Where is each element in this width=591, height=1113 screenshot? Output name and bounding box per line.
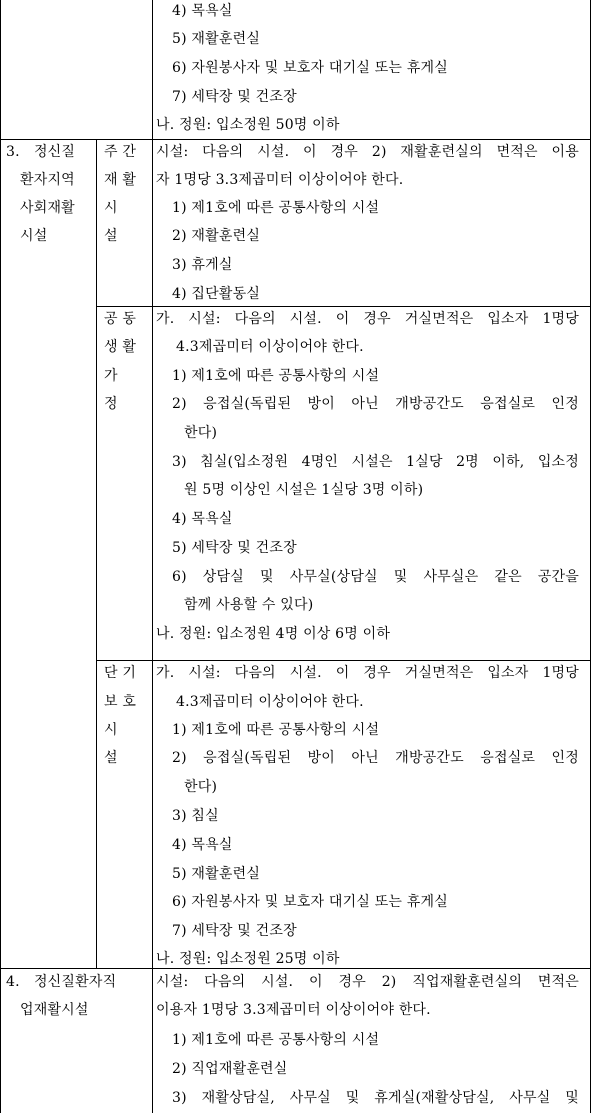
content-line: 나. 정원: 입소정원 25명 이하	[156, 951, 340, 967]
content-line: 2) 응접실(독립된 방이 아닌 개방공간도 응접실로 인정	[172, 750, 579, 766]
content-line: 자 1명당 3.3제곱미터 이상이어야 한다.	[156, 172, 404, 188]
row-divider-section3	[0, 139, 591, 140]
content-line: 나. 정원: 입소정원 4명 이상 6명 이하	[156, 626, 391, 642]
content-line: 가. 시설: 다음의 시설. 이 경우 거실면적은 입소자 1명당	[156, 311, 579, 327]
content-line: 2) 직업재활훈련실	[172, 1061, 288, 1077]
label-line: 시	[104, 722, 118, 738]
category-line: 업재활시설	[20, 1002, 89, 1018]
content-line: 4) 목욕실	[172, 511, 233, 527]
label-line: 생 활	[104, 339, 137, 355]
item-bath: 4) 목욕실	[172, 3, 233, 19]
content-line: 3) 침실(입소정원 4명인 시설은 1실당 2명 이하, 입소정	[172, 454, 579, 470]
label-line: 주 간	[104, 144, 137, 160]
content-line: 5) 재활훈련실	[172, 866, 261, 882]
content-line: 3) 재활상담실, 사무실 및 휴게실(재활상담실, 사무실 및	[172, 1090, 579, 1106]
content-line: 4) 목욕실	[172, 837, 233, 853]
label-line: 재 활	[104, 172, 137, 188]
item-volunteer-lounge: 6) 자원봉사자 및 보호자 대기실 또는 휴게실	[172, 60, 448, 76]
label-line: 보 호	[104, 694, 137, 710]
content-line: 7) 세탁장 및 건조장	[172, 923, 297, 939]
table-left-border	[0, 0, 1, 1113]
category-line: 3. 정신질	[6, 144, 76, 160]
content-line: 1) 제1호에 따른 공통사항의 시설	[172, 722, 380, 738]
content-line: 2) 응접실(독립된 방이 아닌 개방공간도 응접실로 인정	[172, 396, 579, 412]
content-line: 4) 집단활동실	[172, 286, 261, 302]
label-line: 단 기	[104, 665, 137, 681]
content-line: 1) 제1호에 따른 공통사항의 시설	[172, 368, 380, 384]
label-line: 정	[104, 396, 118, 412]
content-line: 1) 제1호에 따른 공통사항의 시설	[172, 1032, 380, 1048]
content-line: 한다)	[184, 425, 218, 441]
content-line: 6) 상담실 및 사무실(상담실 및 사무실은 같은 공간을	[172, 569, 579, 585]
label-line: 시	[104, 200, 118, 216]
content-line: 3) 침실	[172, 808, 219, 824]
content-line: 함께 사용할 수 있다)	[184, 597, 314, 613]
row-divider-short-term	[96, 660, 591, 661]
content-line: 이용자 1명당 3.3제곱미터 이상이어야 한다.	[156, 1002, 431, 1018]
capacity-line: 나. 정원: 입소정원 50명 이하	[156, 117, 340, 133]
content-line: 2) 재활훈련실	[172, 228, 261, 244]
category-line: 4. 정신질환자직	[6, 974, 117, 990]
category-column-divider	[96, 139, 97, 968]
category-line: 시설	[20, 228, 48, 244]
content-line: 시설: 다음의 시설. 이 경우 2) 직업재활훈련실의 면적은	[156, 974, 579, 990]
label-line: 설	[104, 228, 118, 244]
content-line: 한다)	[184, 779, 218, 795]
item-rehab-training: 5) 재활훈련실	[172, 31, 261, 47]
label-line: 공 동	[104, 311, 137, 327]
item-laundry: 7) 세탁장 및 건조장	[172, 89, 297, 105]
content-column-divider	[152, 0, 153, 1113]
label-line: 가	[104, 368, 118, 384]
category-line: 사회재활	[20, 200, 75, 216]
content-line: 4.3제곱미터 이상이어야 한다.	[176, 694, 364, 710]
content-line: 시설: 다음의 시설. 이 경우 2) 재활훈련실의 면적은 이용	[156, 144, 579, 160]
content-line: 원 5명 이상인 시설은 1실당 3명 이하)	[184, 482, 424, 498]
label-line: 설	[104, 750, 118, 766]
category-line: 환자지역	[20, 172, 75, 188]
content-line: 1) 제1호에 따른 공통사항의 시설	[172, 200, 380, 216]
content-line: 6) 자원봉사자 및 보호자 대기실 또는 휴게실	[172, 894, 448, 910]
content-line: 가. 시설: 다음의 시설. 이 경우 거실면적은 입소자 1명당	[156, 665, 579, 681]
content-line: 4.3제곱미터 이상이어야 한다.	[176, 339, 364, 355]
row-divider-group-home	[96, 306, 591, 307]
content-line: 5) 세탁장 및 건조장	[172, 540, 297, 556]
content-line: 3) 휴게실	[172, 257, 233, 273]
